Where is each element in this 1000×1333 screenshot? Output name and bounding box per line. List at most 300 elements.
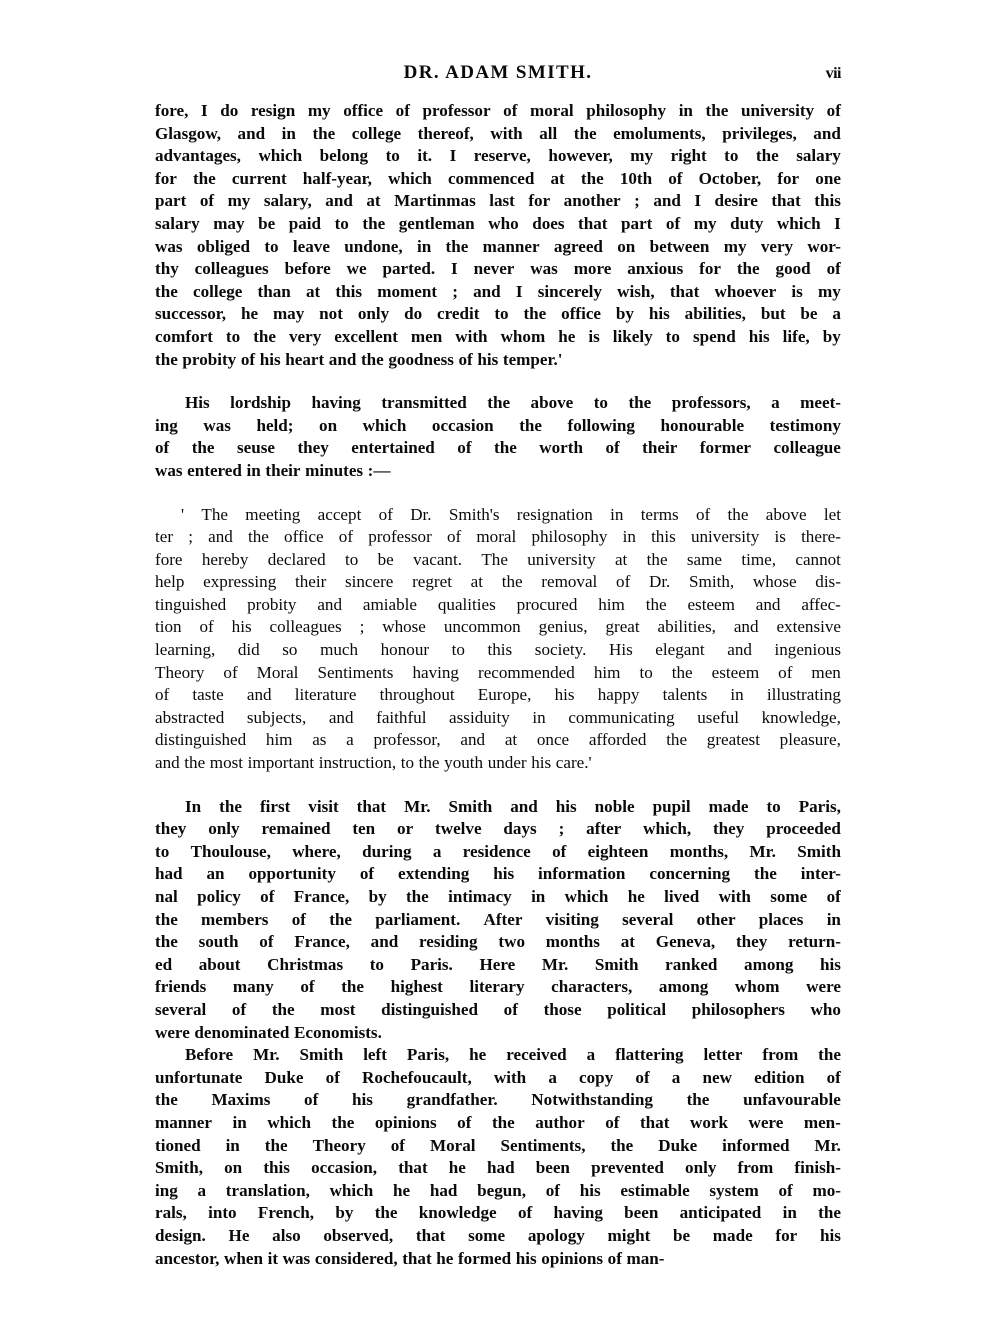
word: Maxims xyxy=(211,1090,271,1110)
word: spend xyxy=(692,326,736,346)
word: him xyxy=(265,730,293,750)
word: return- xyxy=(788,932,841,952)
word: affec- xyxy=(801,594,841,614)
word: sincerely xyxy=(537,281,602,301)
word: their xyxy=(642,438,678,458)
word: dis- xyxy=(815,572,841,592)
word: a xyxy=(548,1067,557,1087)
word: of xyxy=(325,1067,340,1087)
word: of xyxy=(668,168,683,188)
word: prevented xyxy=(591,1158,664,1178)
word: of xyxy=(446,527,462,547)
text-line xyxy=(155,549,841,572)
word: more xyxy=(573,259,612,279)
word: I xyxy=(200,101,208,120)
word: abilities, xyxy=(684,304,746,324)
word: life, xyxy=(782,326,810,346)
word: at xyxy=(470,572,483,592)
word: :— xyxy=(367,460,391,480)
word: seuse xyxy=(236,438,275,458)
word: two xyxy=(498,932,525,952)
word: salary xyxy=(796,146,841,166)
word: ; xyxy=(188,527,193,547)
word: I xyxy=(449,146,457,166)
word: was xyxy=(155,236,183,256)
word: that xyxy=(356,796,387,816)
word: of xyxy=(503,101,518,120)
word: his xyxy=(515,1248,537,1268)
word: assiduity xyxy=(449,707,510,727)
word: temper.' xyxy=(502,349,563,369)
word: this xyxy=(814,191,841,211)
word: made xyxy=(712,1225,753,1245)
word: left xyxy=(363,1045,387,1065)
word: which xyxy=(267,1112,312,1132)
word: under xyxy=(487,753,527,773)
word: his xyxy=(579,1180,601,1200)
word: meeting xyxy=(245,504,301,524)
word: Paris, xyxy=(798,796,841,816)
word: policy xyxy=(197,887,241,906)
word: of xyxy=(517,1203,533,1223)
word: only xyxy=(357,304,390,324)
word: testimony xyxy=(769,415,841,435)
word: of xyxy=(300,977,315,997)
word: care.' xyxy=(555,753,592,773)
word: afforded xyxy=(588,730,647,750)
word: finish- xyxy=(794,1158,841,1178)
word: pupil xyxy=(652,796,691,816)
word: was xyxy=(282,1248,311,1268)
word: moral xyxy=(476,527,517,547)
word: literary xyxy=(469,977,525,997)
text-line xyxy=(155,460,841,483)
word: residing xyxy=(419,932,478,952)
text-line xyxy=(155,526,841,549)
word: emoluments, xyxy=(613,123,706,143)
word: at xyxy=(305,281,321,301)
word: it xyxy=(267,1248,279,1268)
word: ' xyxy=(181,504,185,524)
word: also xyxy=(272,1225,301,1245)
text-line xyxy=(155,1248,841,1271)
word: of xyxy=(616,572,631,592)
word: in xyxy=(246,460,261,480)
word: university xyxy=(740,101,815,120)
word: his xyxy=(555,796,577,816)
word: of xyxy=(223,662,238,682)
word: the xyxy=(247,527,269,547)
word: men- xyxy=(803,1112,841,1132)
word: Mr. xyxy=(404,796,431,816)
word: ; xyxy=(452,281,458,301)
word: a xyxy=(432,841,442,861)
word: this xyxy=(335,281,363,301)
word: cannot xyxy=(795,549,841,569)
word: do xyxy=(404,304,423,324)
word: the xyxy=(155,349,178,369)
word: and xyxy=(370,932,399,952)
text-line xyxy=(155,1135,841,1158)
word: desire xyxy=(714,191,758,211)
word: to xyxy=(766,796,781,816)
word: very xyxy=(760,236,794,256)
word: Smith's xyxy=(448,504,500,524)
word: than xyxy=(257,281,291,301)
word: work xyxy=(689,1112,728,1132)
word: Geneva, xyxy=(655,932,716,952)
word: the xyxy=(610,1135,634,1155)
word: and xyxy=(246,685,272,705)
word: the xyxy=(818,1203,841,1223)
word: agreed xyxy=(553,236,603,256)
word: had xyxy=(487,1158,515,1178)
word: former xyxy=(699,438,751,458)
word: letter xyxy=(703,1045,743,1065)
word: of xyxy=(545,1180,560,1200)
word: a xyxy=(671,1067,681,1087)
word: Martinmas xyxy=(394,191,476,211)
word: whose xyxy=(752,572,797,592)
word: one xyxy=(815,168,841,188)
word: ten xyxy=(352,819,376,839)
word: by xyxy=(368,887,387,906)
word: was xyxy=(155,460,183,480)
text-line xyxy=(155,258,841,281)
word: before xyxy=(284,259,331,279)
word: which xyxy=(329,1180,374,1200)
word: ed xyxy=(155,954,173,974)
word: of xyxy=(826,259,841,279)
word: salary xyxy=(155,213,200,233)
word: probity xyxy=(247,594,297,614)
word: minutes xyxy=(305,460,364,480)
word: obliged xyxy=(196,236,251,256)
word: of xyxy=(778,662,793,682)
word: Duke xyxy=(658,1135,698,1155)
word: that xyxy=(639,1112,670,1132)
text-line xyxy=(155,796,841,819)
word: Smith xyxy=(594,954,639,974)
word: important xyxy=(247,753,315,773)
word: the xyxy=(341,977,364,997)
word: be xyxy=(377,549,394,569)
text-line xyxy=(155,1044,841,1067)
word: thy xyxy=(155,259,179,279)
word: tion xyxy=(155,617,182,637)
word: the xyxy=(491,1112,515,1132)
word: above xyxy=(765,504,807,524)
word: for xyxy=(777,168,800,188)
text-line xyxy=(155,1157,841,1180)
word: opportunity xyxy=(248,864,336,884)
running-head xyxy=(155,62,841,88)
text-line xyxy=(155,863,841,886)
word: of xyxy=(826,101,841,120)
word: part xyxy=(155,191,187,211)
word: of xyxy=(635,1067,650,1087)
word: Mr. xyxy=(541,954,569,974)
text-line xyxy=(155,818,841,841)
word: with xyxy=(493,1067,527,1087)
word: time, xyxy=(741,549,777,569)
word: several xyxy=(155,999,207,1019)
word: entered xyxy=(187,460,242,480)
word: manner xyxy=(482,236,540,256)
word: his xyxy=(231,617,252,637)
word: some xyxy=(770,887,808,906)
word: good xyxy=(775,259,811,279)
word: first xyxy=(259,796,291,816)
word: lived xyxy=(664,887,700,906)
word: elegant xyxy=(655,640,705,660)
word: some xyxy=(468,1225,506,1245)
word: after xyxy=(586,819,622,839)
word: university xyxy=(690,527,760,547)
word: knowledge, xyxy=(761,707,841,727)
word: colleagues xyxy=(194,259,269,279)
word: their xyxy=(294,572,327,592)
word: pleasure, xyxy=(779,730,841,750)
word: Thoulouse, xyxy=(190,841,271,861)
text-line xyxy=(155,639,841,662)
word: the xyxy=(155,909,178,929)
word: a xyxy=(197,1180,207,1200)
word: reserve, xyxy=(473,146,531,166)
word: that xyxy=(415,1225,446,1245)
word: and xyxy=(237,123,266,143)
text-line xyxy=(155,707,841,730)
word: unfavourable xyxy=(743,1090,841,1110)
word: current xyxy=(231,168,287,188)
word: the xyxy=(487,393,511,413)
word: tinguished xyxy=(155,594,227,614)
word: he xyxy=(240,304,259,324)
word: ranked xyxy=(665,954,718,974)
word: which, xyxy=(643,819,692,839)
word: my xyxy=(307,101,331,120)
word: estimable xyxy=(620,1180,690,1200)
text-line xyxy=(155,909,841,932)
word: were xyxy=(748,1112,784,1132)
word: a xyxy=(771,393,780,413)
word: other xyxy=(696,909,736,929)
word: my xyxy=(693,213,717,233)
word: ingenious xyxy=(774,640,841,660)
word: copy xyxy=(579,1067,614,1087)
word: which xyxy=(258,146,303,166)
word: there- xyxy=(801,527,841,547)
word: for xyxy=(699,259,721,279)
word: that xyxy=(669,281,700,301)
word: the xyxy=(671,662,693,682)
word: of xyxy=(155,438,170,458)
word: and xyxy=(733,617,759,637)
word: 10th xyxy=(619,168,653,188)
word: resign xyxy=(250,101,296,120)
word: in xyxy=(782,1203,797,1223)
word: philosophers xyxy=(691,999,785,1019)
word: of xyxy=(260,887,275,906)
word: communicating xyxy=(568,707,675,727)
word: and xyxy=(208,527,233,547)
word: that xyxy=(771,191,801,211)
word: does xyxy=(532,213,565,233)
word: and xyxy=(317,594,343,614)
word: resignation xyxy=(516,504,593,524)
paragraph-first-visit-paris xyxy=(155,796,841,1045)
word: an xyxy=(206,864,225,884)
word: he xyxy=(436,1248,454,1268)
word: Glasgow, xyxy=(155,123,222,143)
word: begun, xyxy=(477,1180,527,1200)
word: His xyxy=(185,393,210,413)
word: were xyxy=(155,1022,190,1042)
word: in xyxy=(826,909,841,929)
word: were xyxy=(806,977,841,997)
word: however, xyxy=(548,146,613,166)
word: ancestor, xyxy=(155,1248,220,1268)
word: and xyxy=(328,349,357,369)
text-line xyxy=(155,504,841,527)
word: who xyxy=(810,999,841,1019)
word: of xyxy=(155,685,170,705)
word: the xyxy=(329,909,352,929)
word: French, xyxy=(257,1203,315,1223)
word: office xyxy=(284,527,324,547)
word: wor- xyxy=(807,236,841,256)
word: had xyxy=(155,864,183,884)
word: hereby xyxy=(201,549,249,569)
word: between xyxy=(649,236,710,256)
word: the xyxy=(754,864,777,884)
word: the xyxy=(818,1045,841,1065)
word: instruction, xyxy=(318,753,397,773)
word: occasion, xyxy=(311,1158,378,1178)
word: and xyxy=(325,191,353,211)
word: the xyxy=(219,796,242,816)
word: of xyxy=(552,841,567,861)
word: part xyxy=(621,213,653,233)
word: ; xyxy=(558,819,565,839)
word: very xyxy=(289,326,322,346)
word: about xyxy=(198,954,241,974)
word: his xyxy=(819,1225,841,1245)
word: edition xyxy=(754,1067,805,1087)
word: system xyxy=(709,1180,759,1200)
word: where, xyxy=(292,841,341,861)
text-line xyxy=(155,931,841,954)
word: in xyxy=(281,123,296,143)
word: I xyxy=(834,213,841,233)
word: having xyxy=(311,393,361,413)
word: of xyxy=(259,932,274,952)
word: a xyxy=(832,304,841,324)
word: Moral xyxy=(256,662,299,682)
word: held; xyxy=(256,415,294,435)
word: vacant. xyxy=(413,549,462,569)
text-line xyxy=(155,349,841,372)
word: office xyxy=(343,101,384,120)
word: duty xyxy=(730,213,764,233)
word: with xyxy=(718,887,751,906)
word: his xyxy=(493,864,515,884)
text-line xyxy=(155,281,841,304)
word: is xyxy=(791,281,803,301)
word: knowledge xyxy=(418,1203,497,1223)
word: society. xyxy=(534,640,587,660)
word: translation, xyxy=(225,1180,310,1200)
word: parliament. xyxy=(375,909,461,929)
word: that xyxy=(402,1248,432,1268)
word: of xyxy=(826,887,841,906)
word: his xyxy=(351,1090,373,1110)
word: Rochefoucault, xyxy=(362,1067,472,1087)
word: of xyxy=(778,1180,793,1200)
word: visit xyxy=(308,796,339,816)
text-line xyxy=(155,190,841,213)
word: the xyxy=(580,168,604,188)
word: colleague xyxy=(773,438,841,458)
word: the xyxy=(727,504,749,524)
word: of xyxy=(304,1090,319,1110)
word: subjects, xyxy=(246,707,307,727)
word: is xyxy=(774,527,786,547)
word: expressing xyxy=(203,572,277,592)
word: Smith xyxy=(448,796,493,816)
word: another xyxy=(563,191,621,211)
word: proceeded xyxy=(766,819,841,839)
word: the xyxy=(360,349,384,369)
word: and xyxy=(460,730,486,750)
word: many xyxy=(232,977,274,997)
word: to xyxy=(665,326,680,346)
word: to xyxy=(639,662,653,682)
word: mo- xyxy=(812,1180,841,1200)
text-line xyxy=(155,1202,841,1225)
word: their xyxy=(265,460,301,480)
word: the xyxy=(645,594,667,614)
word: the xyxy=(501,572,523,592)
word: been xyxy=(624,1203,659,1223)
word: Smith, xyxy=(689,572,735,592)
word: this xyxy=(651,527,676,547)
word: genius, xyxy=(538,617,588,637)
word: remained xyxy=(261,819,331,839)
word: ; xyxy=(359,617,365,637)
word: the xyxy=(191,438,215,458)
text-line xyxy=(155,684,841,707)
body-text xyxy=(155,100,841,1270)
word: months xyxy=(545,932,600,952)
word: for xyxy=(155,168,177,188)
word: I xyxy=(694,191,702,211)
word: of xyxy=(291,909,306,929)
word: man- xyxy=(626,1248,665,1268)
word: formed xyxy=(457,1248,512,1268)
word: did xyxy=(237,640,260,660)
word: regret xyxy=(412,572,452,592)
word: of xyxy=(395,101,410,120)
text-line xyxy=(155,437,841,460)
word: professors, xyxy=(671,393,751,413)
word: comfort xyxy=(155,326,213,346)
word: at xyxy=(366,191,381,211)
word: Theory xyxy=(312,1135,366,1155)
text-line xyxy=(155,1180,841,1203)
word: same xyxy=(686,549,723,569)
word: college xyxy=(192,281,243,301)
